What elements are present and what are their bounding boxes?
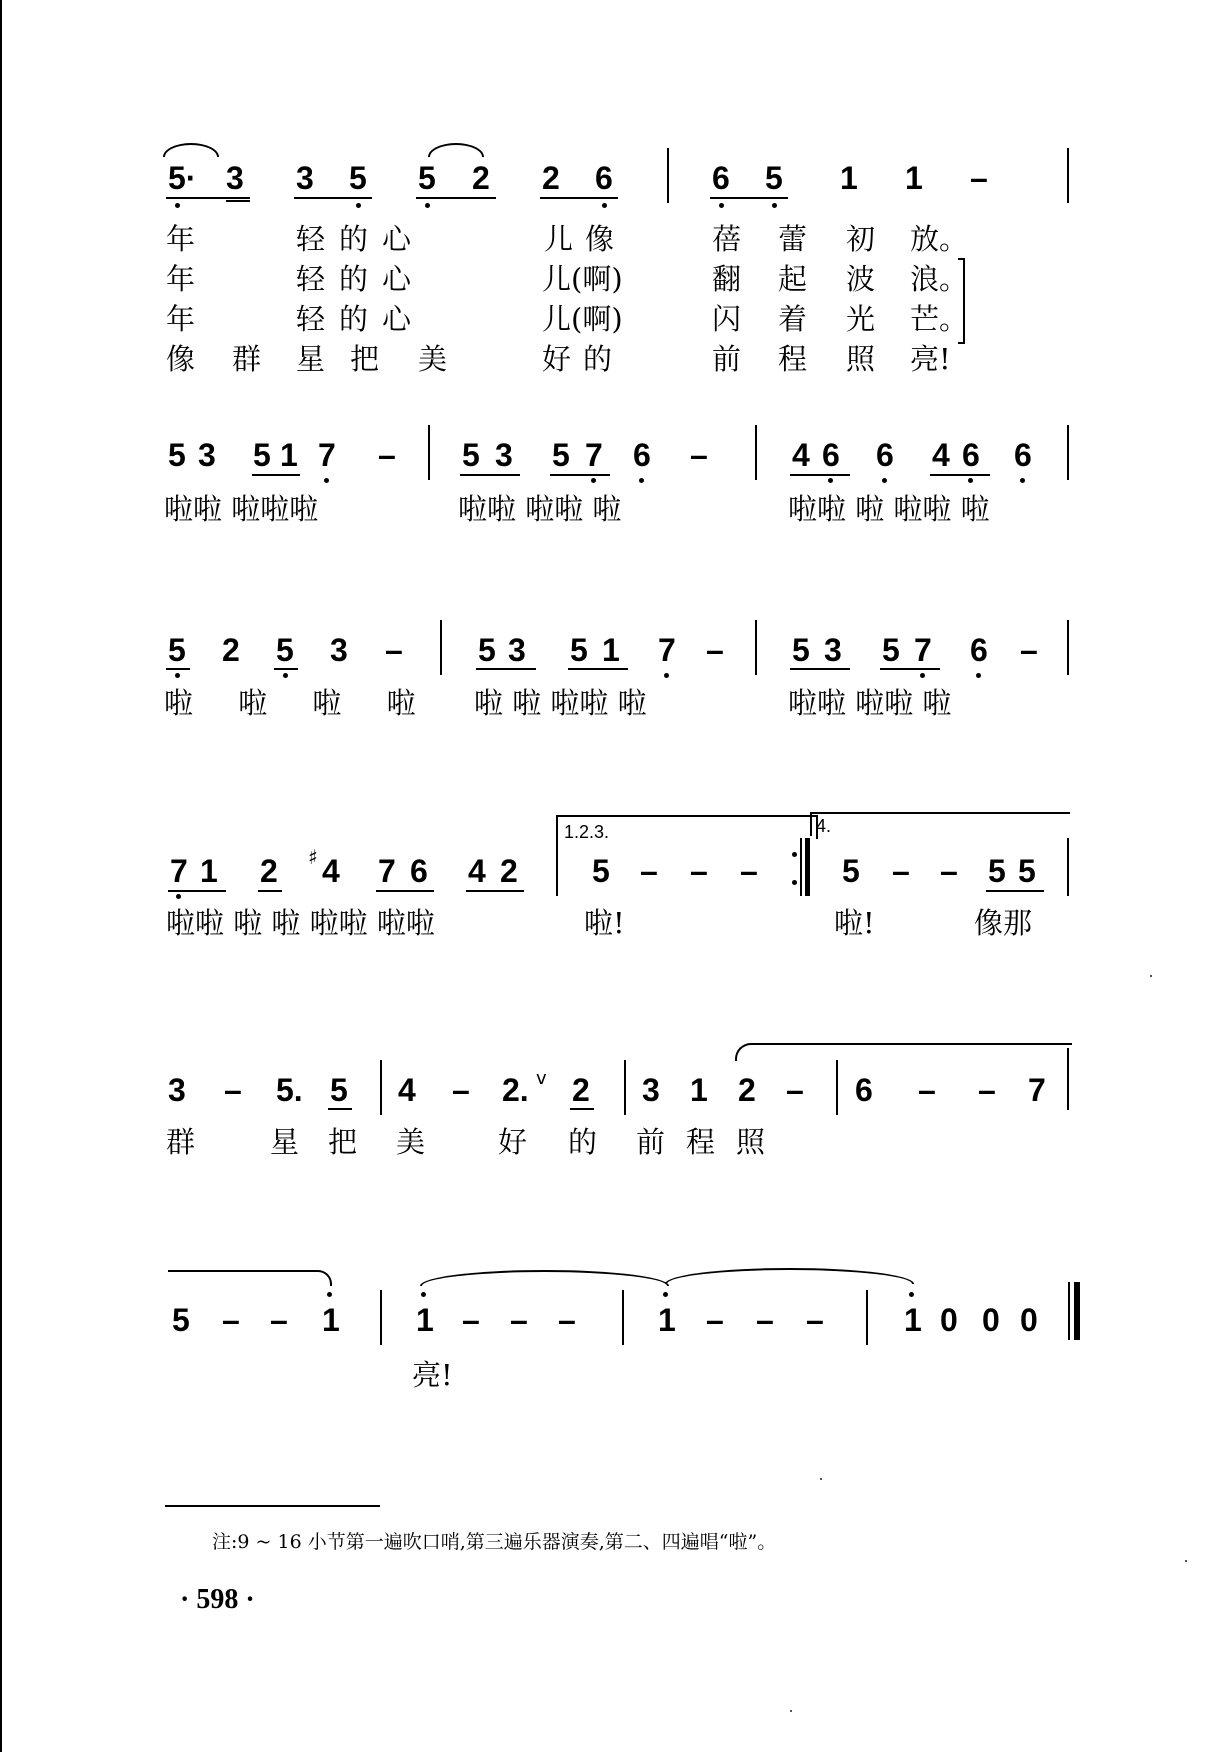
- bar-line: [667, 148, 669, 203]
- octave-dot: [176, 894, 181, 899]
- beat-underline: [168, 890, 226, 892]
- beat-underline: [880, 668, 940, 670]
- note: –: [940, 853, 958, 889]
- note: 5: [168, 632, 186, 668]
- note: –: [385, 632, 403, 668]
- lyric: 像那: [974, 906, 1033, 940]
- note: 1: [602, 632, 620, 668]
- lyric-v2: 翻: [712, 262, 742, 296]
- note: 5: [765, 160, 783, 196]
- lyric-v1: 蓓: [712, 222, 742, 256]
- note: 6: [855, 1072, 873, 1108]
- note: –: [224, 1072, 242, 1108]
- octave-dot: [968, 478, 973, 483]
- note: 5: [172, 1302, 190, 1338]
- note: 6: [633, 437, 651, 473]
- octave-dot: [175, 673, 180, 678]
- note: 5.: [276, 1072, 303, 1108]
- note: 5: [988, 853, 1006, 889]
- page-number: · 598 ·: [180, 1584, 255, 1615]
- note: 4: [322, 853, 340, 889]
- beat-underline: [570, 1108, 594, 1110]
- octave-dot: [639, 478, 644, 483]
- note: 2: [260, 853, 278, 889]
- octave-dot: [425, 203, 430, 208]
- note: 5: [418, 160, 436, 196]
- note: 0: [940, 1302, 958, 1338]
- octave-dot: [663, 1292, 668, 1297]
- slur: [420, 1270, 669, 1286]
- note: 3: [495, 437, 513, 473]
- bar-line: [836, 1060, 838, 1115]
- lyric-v1: 年: [166, 222, 196, 256]
- note: 6: [595, 160, 613, 196]
- volta-bracket: [810, 812, 1070, 814]
- note: 6: [962, 437, 980, 473]
- note: 5: [570, 632, 588, 668]
- beat-underline: [258, 890, 282, 892]
- beat-underline: [252, 474, 300, 476]
- beat-underline: [466, 890, 524, 892]
- lyric-v3: 光: [846, 302, 876, 336]
- lyric-v4: 照: [846, 342, 876, 376]
- octave-dot: [591, 478, 596, 483]
- note: 5: [276, 632, 294, 668]
- octave-dot: [283, 673, 288, 678]
- lyric: 前: [636, 1125, 666, 1159]
- repeat-dot: [792, 852, 797, 857]
- slur: [735, 1043, 1072, 1061]
- lyric-v2: 轻的心: [296, 262, 426, 296]
- volta-label: 4.: [816, 816, 832, 836]
- note: 5: [478, 632, 496, 668]
- lyric: 啦啦 啦 啦 啦啦 啦啦: [166, 906, 435, 940]
- note: 1: [840, 160, 858, 196]
- lyric-v4: 好的: [542, 342, 625, 376]
- note: 7: [914, 632, 932, 668]
- lyric-v4: 星: [296, 342, 326, 376]
- bar-line: [440, 620, 442, 675]
- octave-dot: [828, 478, 833, 483]
- lyric-v4: 群: [232, 342, 262, 376]
- beat-underline: [550, 474, 610, 476]
- note: –: [558, 1302, 576, 1338]
- octave-dot: [664, 673, 669, 678]
- note: 5: [330, 1072, 348, 1108]
- beat-underline: [790, 668, 850, 670]
- volta-bracket: [556, 815, 816, 817]
- lyric: 把: [328, 1125, 358, 1159]
- octave-dot: [324, 478, 329, 483]
- note: 5: [253, 437, 271, 473]
- note: 1: [904, 1302, 922, 1338]
- volta-label: 1.2.3.: [564, 822, 610, 842]
- scan-speck: [1185, 1560, 1187, 1562]
- bar-line: [1067, 148, 1069, 203]
- breath-mark: v: [536, 1068, 547, 1089]
- lyric-v3: 年: [166, 302, 196, 336]
- bar-line: [755, 620, 757, 675]
- note: 6: [876, 437, 894, 473]
- final-bar-line: [1074, 1282, 1080, 1340]
- note: 4: [468, 853, 486, 889]
- lyric-v3: 儿(啊): [542, 302, 623, 336]
- octave-dot: [772, 203, 777, 208]
- beat-underline: [274, 668, 298, 670]
- lyric-v1: 儿像: [544, 222, 627, 256]
- note: –: [378, 437, 396, 473]
- lyric: 亮!: [412, 1358, 453, 1392]
- note: –: [706, 632, 724, 668]
- beat-underline: [790, 474, 850, 476]
- bar-line: [1067, 1048, 1069, 1110]
- lyric: 啦啦 啦啦 啦: [458, 492, 622, 526]
- repeat-dot: [792, 880, 797, 885]
- lyric: 星: [270, 1125, 300, 1159]
- beat-underline: [416, 197, 496, 199]
- footnote: 注:9 ~ 16 小节第一遍吹口哨,第三遍乐器演奏,第二、四遍唱“啦”。: [212, 1531, 777, 1553]
- lyric-v2: 起: [778, 262, 808, 296]
- lyric-v2: 儿(啊): [542, 262, 623, 296]
- note: 7: [658, 632, 676, 668]
- lyric-v4: 把: [350, 342, 380, 376]
- note: 7: [1028, 1072, 1046, 1108]
- beat-underline: [986, 890, 1044, 892]
- note: 0: [982, 1302, 1000, 1338]
- lyric-v4: 像: [166, 342, 196, 376]
- beat-underline: [166, 197, 250, 199]
- octave-dot: [327, 1292, 332, 1297]
- note: 4: [792, 437, 810, 473]
- note: –: [640, 853, 658, 889]
- note: 7: [170, 853, 188, 889]
- sharp-sign: ♯: [308, 845, 318, 869]
- note: –: [222, 1302, 240, 1338]
- beat-underline: [930, 474, 990, 476]
- note: 3: [508, 632, 526, 668]
- lyric-v4: 亮!: [910, 342, 951, 376]
- note: 1: [280, 437, 298, 473]
- note: –: [970, 160, 988, 196]
- lyric-v1: 放。: [910, 222, 969, 256]
- note: –: [978, 1072, 996, 1108]
- octave-dot: [976, 673, 981, 678]
- note: 0: [1020, 1302, 1038, 1338]
- note: –: [1020, 632, 1038, 668]
- bar-line: [866, 1290, 868, 1345]
- note: 5: [552, 437, 570, 473]
- note: 3: [168, 1072, 186, 1108]
- lyric-v2: 浪。: [910, 262, 969, 296]
- lyric-v4: 程: [778, 342, 808, 376]
- note: 6: [822, 437, 840, 473]
- bar-line: [380, 1290, 382, 1345]
- note: 3: [824, 632, 842, 668]
- slur: [428, 143, 484, 157]
- page-edge: [0, 0, 2, 1752]
- octave-dot: [602, 203, 607, 208]
- scan-speck: [790, 1710, 792, 1712]
- note: 2: [472, 160, 490, 196]
- note: 6: [410, 853, 428, 889]
- note: 1: [200, 853, 218, 889]
- bar-line: [755, 425, 757, 480]
- note: –: [806, 1302, 824, 1338]
- lyric: 啦 啦 啦 啦: [164, 686, 434, 720]
- note: 2: [542, 160, 560, 196]
- note: 2: [500, 853, 518, 889]
- lyric-v1: 蕾: [778, 222, 808, 256]
- octave-dot: [920, 673, 925, 678]
- beat-underline: [166, 668, 190, 670]
- lyric-v1: 轻的心: [296, 222, 426, 256]
- note: –: [452, 1072, 470, 1108]
- note: 5: [882, 632, 900, 668]
- bar-line: [1067, 425, 1069, 480]
- footnote-rule: [165, 1505, 380, 1507]
- note: –: [740, 853, 758, 889]
- note: 3: [198, 437, 216, 473]
- note: 7: [585, 437, 603, 473]
- beat-underline: [460, 474, 520, 476]
- lyric-v4: 前: [712, 342, 742, 376]
- scan-speck: [820, 1478, 822, 1480]
- octave-dot: [909, 1292, 914, 1297]
- note: 6: [970, 632, 988, 668]
- note: –: [918, 1072, 936, 1108]
- bar-line: [1067, 838, 1069, 896]
- lyric: 啦!: [834, 906, 875, 940]
- lyric-v3: 轻的心: [296, 302, 426, 336]
- note: –: [462, 1302, 480, 1338]
- note: 5: [1018, 853, 1036, 889]
- lyric: 啦啦 啦啦啦: [164, 492, 319, 526]
- note: 7: [318, 437, 336, 473]
- note: 1: [416, 1302, 434, 1338]
- lyric: 照: [736, 1125, 766, 1159]
- note: 5: [462, 437, 480, 473]
- note: 1: [322, 1302, 340, 1338]
- note: –: [756, 1302, 774, 1338]
- note: 2: [572, 1072, 590, 1108]
- lyric: 群: [166, 1125, 196, 1159]
- note: 2: [222, 632, 240, 668]
- lyric-v4: 美: [418, 342, 448, 376]
- verse-bracket: [958, 258, 965, 344]
- note: 6: [1014, 437, 1032, 473]
- note: –: [892, 853, 910, 889]
- lyric: 美: [396, 1125, 426, 1159]
- bar-line: [1067, 620, 1069, 675]
- note: 5: [842, 853, 860, 889]
- lyric: 啦啦 啦啦 啦: [788, 686, 952, 720]
- bar-line: [622, 1290, 624, 1345]
- beat-underline: [294, 197, 372, 199]
- octave-dot: [175, 203, 180, 208]
- note: 3: [296, 160, 314, 196]
- bar-line: [624, 1060, 626, 1115]
- slur: [163, 143, 219, 157]
- note: 1: [690, 1072, 708, 1108]
- repeat-bar-line: [800, 838, 802, 896]
- beat-underline: [376, 890, 434, 892]
- note: 1: [905, 160, 923, 196]
- lyric-v2: 年: [166, 262, 196, 296]
- lyric: 啦 啦 啦啦 啦: [474, 686, 647, 720]
- scan-speck: [1150, 975, 1152, 977]
- note: –: [706, 1302, 724, 1338]
- beat-underline: [226, 200, 250, 202]
- slur: [665, 1268, 914, 1284]
- beat-underline: [328, 1108, 352, 1110]
- repeat-bar-line: [805, 838, 810, 896]
- note: 5: [168, 437, 186, 473]
- octave-dot: [882, 478, 887, 483]
- note: 3: [226, 160, 244, 196]
- note: 1: [658, 1302, 676, 1338]
- note: 7: [378, 853, 396, 889]
- lyric: 好: [498, 1125, 528, 1159]
- lyric: 的: [568, 1125, 598, 1159]
- beat-underline: [540, 197, 618, 199]
- lyric-v1: 初: [846, 222, 876, 256]
- note: 5: [349, 160, 367, 196]
- octave-dot: [1020, 478, 1025, 483]
- bar-line: [380, 1060, 382, 1115]
- note: 2: [738, 1072, 756, 1108]
- lyric: 啦!: [584, 906, 625, 940]
- final-bar-line: [1068, 1282, 1070, 1340]
- beat-underline: [568, 668, 628, 670]
- lyric: 程: [686, 1125, 716, 1159]
- lyric-v3: 芒。: [910, 302, 969, 336]
- lyric-v3: 闪: [712, 302, 742, 336]
- lyric-v3: 着: [778, 302, 808, 336]
- note: –: [690, 853, 708, 889]
- bar-line: [428, 425, 430, 480]
- octave-dot: [421, 1292, 426, 1297]
- beat-underline: [476, 668, 536, 670]
- lyric: 啦啦 啦 啦啦 啦: [788, 492, 990, 526]
- volta-bracket: [810, 812, 812, 836]
- note: –: [270, 1302, 288, 1338]
- note: –: [786, 1072, 804, 1108]
- note: –: [690, 437, 708, 473]
- note: 4: [398, 1072, 416, 1108]
- beat-underline: [710, 197, 788, 199]
- bar-line: [556, 838, 558, 896]
- note: 6: [712, 160, 730, 196]
- note: 5·: [168, 160, 197, 196]
- octave-dot: [719, 203, 724, 208]
- note: –: [510, 1302, 528, 1338]
- note: 4: [932, 437, 950, 473]
- note: 5: [792, 632, 810, 668]
- note: 3: [330, 632, 348, 668]
- note: 5: [592, 853, 610, 889]
- lyric-v2: 波: [846, 262, 876, 296]
- note: 3: [642, 1072, 660, 1108]
- slur: [168, 1270, 332, 1286]
- volta-bracket: [556, 815, 558, 839]
- octave-dot: [356, 203, 361, 208]
- note: 2.: [502, 1072, 529, 1108]
